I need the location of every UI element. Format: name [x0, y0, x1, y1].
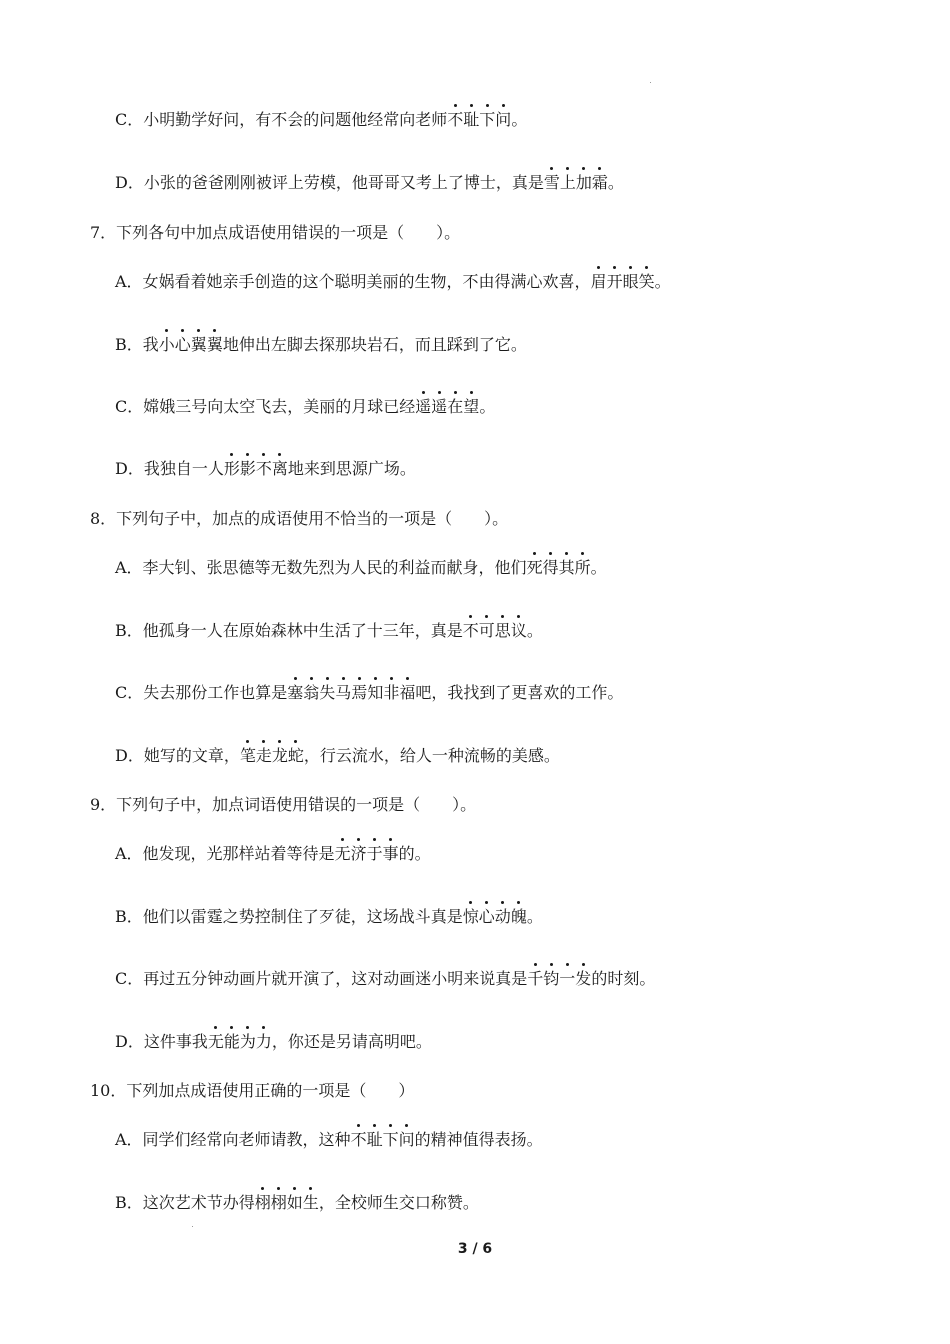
question-6-option-c: C．小明勤学好问，有不会的问题他经常向老师不 耻 下 问 。: [115, 109, 527, 131]
emphasized-char: 可: [479, 621, 495, 640]
emphasized-char: 动: [495, 907, 511, 926]
emphasized-char: 栩: [255, 1193, 271, 1212]
emphasized-char: 思: [495, 621, 511, 640]
emphasis-dot: [246, 1026, 249, 1029]
emphasized-char: 形: [224, 459, 240, 478]
emphasized-char: 一: [559, 969, 575, 988]
emphasis-dot: [358, 677, 361, 680]
emphasized-char: 知: [367, 683, 383, 702]
emphasis-dot: [566, 963, 569, 966]
question-10-option-a: A．同学们经常向老师请教，这种不 耻 下 问 的精神值得表扬。: [115, 1129, 543, 1151]
emphasized-char: 上: [560, 173, 576, 192]
emphasized-char: 眼: [623, 272, 639, 291]
emphasis-dot: [454, 104, 457, 107]
question-10-option-b: B．这次艺术节办得栩 栩 如 生 ，全校师生交口称赞。: [115, 1192, 479, 1214]
emphasis-dot: [470, 391, 473, 394]
emphasized-char: 翼: [207, 335, 223, 354]
emphasized-char: 遥: [431, 397, 447, 416]
question-9-option-b: B．他们以雷霆之势控制住了歹徒，这场战斗真是惊 心 动 魄 。: [115, 906, 543, 928]
emphasized-char: 翁: [303, 683, 319, 702]
emphasis-dot: [501, 901, 504, 904]
emphasized-char: 力: [256, 1032, 272, 1051]
emphasis-dot: [197, 329, 200, 332]
emphasized-char: 焉: [351, 683, 367, 702]
emphasized-char: 如: [287, 1193, 303, 1212]
emphasized-char: 议: [511, 621, 527, 640]
question-6-option-d: D．小张的爸爸刚刚被评上劳模，他哥哥又考上了博士，真是雪 上 加 霜 。: [115, 172, 624, 194]
emphasized-char: 离: [272, 459, 288, 478]
question-9-stem: 9．下列句子中，加点词语使用错误的一项是（ ）。: [90, 795, 477, 814]
emphasized-char: 走: [256, 746, 272, 765]
emphasis-dot: [278, 453, 281, 456]
emphasis-dot: [613, 266, 616, 269]
emphasis-dot: [357, 1124, 360, 1127]
emphasized-char: 下: [383, 1130, 399, 1149]
emphasized-char: 为: [240, 1032, 256, 1051]
question-7-option-b: B．我小 心 翼 翼 地伸出左脚去探那块岩石，而且踩到了它。: [115, 334, 527, 356]
emphasized-char: 笔: [240, 746, 256, 765]
emphasis-dot: [422, 391, 425, 394]
emphasized-char: 于: [367, 844, 383, 863]
emphasized-char: 心: [479, 907, 495, 926]
emphasized-char: 其: [559, 558, 575, 577]
emphasis-dot: [534, 963, 537, 966]
emphasis-dot: [246, 453, 249, 456]
emphasized-char: 钧: [543, 969, 559, 988]
emphasized-char: 能: [224, 1032, 240, 1051]
emphasized-char: 耻: [367, 1130, 383, 1149]
emphasis-dot: [246, 740, 249, 743]
emphasized-char: 霜: [592, 173, 608, 192]
emphasis-dot: [213, 329, 216, 332]
emphasis-dot: [374, 677, 377, 680]
emphasis-dot: [517, 615, 520, 618]
emphasized-char: 小: [159, 335, 175, 354]
question-7-option-a: A．女娲看着她亲手创造的这个聪明美丽的生物，不由得满心欢喜，眉 开 眼 笑 。: [115, 271, 671, 293]
emphasis-dot: [629, 266, 632, 269]
emphasis-dot: [261, 1187, 264, 1190]
emphasis-dot: [582, 963, 585, 966]
emphasized-char: 望: [463, 397, 479, 416]
emphasis-dot: [262, 453, 265, 456]
emphasized-char: 不: [463, 621, 479, 640]
emphasis-dot: [549, 552, 552, 555]
emphasized-char: 下: [479, 110, 495, 129]
scan-speck: [192, 1226, 193, 1227]
emphasized-char: 影: [240, 459, 256, 478]
emphasis-dot: [230, 453, 233, 456]
emphasis-dot: [406, 677, 409, 680]
emphasis-dot: [389, 1124, 392, 1127]
emphasized-char: 不: [351, 1130, 367, 1149]
question-7-stem: 7．下列各句中加点成语使用错误的一项是（ ）。: [90, 223, 461, 242]
emphasized-char: 翼: [191, 335, 207, 354]
emphasis-dot: [533, 552, 536, 555]
emphasis-dot: [294, 740, 297, 743]
emphasis-dot: [294, 677, 297, 680]
emphasis-dot: [262, 1026, 265, 1029]
emphasized-char: 不: [256, 459, 272, 478]
emphasis-dot: [469, 615, 472, 618]
emphasis-dot: [341, 838, 344, 841]
emphasized-char: 失: [319, 683, 335, 702]
emphasis-dot: [309, 1187, 312, 1190]
emphasized-char: 心: [175, 335, 191, 354]
emphasis-dot: [277, 1187, 280, 1190]
emphasized-char: 马: [335, 683, 351, 702]
emphasis-dot: [485, 901, 488, 904]
emphasized-char: 塞: [287, 683, 303, 702]
emphasis-dot: [582, 167, 585, 170]
emphasized-char: 在: [447, 397, 463, 416]
question-8-option-b: B．他孤身一人在原始森林中生活了十三年，真是不 可 思 议 。: [115, 620, 543, 642]
emphasized-char: 问: [495, 110, 511, 129]
page-number: 3 / 6: [457, 1241, 493, 1257]
emphasis-dot: [597, 266, 600, 269]
emphasized-char: 栩: [271, 1193, 287, 1212]
question-9-option-a: A．他发现，光那样站着等待是无 济 于 事 的。: [115, 843, 431, 865]
emphasized-char: 千: [527, 969, 543, 988]
emphasized-char: 龙: [272, 746, 288, 765]
question-8-option-c: C．失去那份工作也算是塞 翁 失 马 焉 知 非 福 吧，我找到了更喜欢的工作。: [115, 682, 623, 704]
emphasized-char: 无: [335, 844, 351, 863]
emphasis-dot: [517, 901, 520, 904]
emphasized-char: 眉: [591, 272, 607, 291]
emphasized-char: 加: [576, 173, 592, 192]
emphasized-char: 得: [543, 558, 559, 577]
emphasized-char: 惊: [463, 907, 479, 926]
emphasis-dot: [342, 677, 345, 680]
emphasis-dot: [598, 167, 601, 170]
emphasis-dot: [566, 167, 569, 170]
emphasis-dot: [326, 677, 329, 680]
emphasis-dot: [501, 615, 504, 618]
emphasized-char: 开: [607, 272, 623, 291]
emphasized-char: 不: [447, 110, 463, 129]
emphasis-dot: [165, 329, 168, 332]
emphasis-dot: [293, 1187, 296, 1190]
emphasized-char: 无: [208, 1032, 224, 1051]
question-8-stem: 8．下列句子中，加点的成语使用不恰当的一项是（ ）。: [90, 509, 509, 528]
emphasis-dot: [230, 1026, 233, 1029]
emphasized-char: 蛇: [288, 746, 304, 765]
emphasized-char: 雪: [544, 173, 560, 192]
emphasis-dot: [389, 838, 392, 841]
emphasized-char: 发: [575, 969, 591, 988]
emphasis-dot: [550, 963, 553, 966]
emphasis-dot: [405, 1124, 408, 1127]
question-9-option-c: C．再过五分钟动画片就开演了，这对动画迷小明来说真是千 钧 一 发 的时刻。: [115, 968, 655, 990]
emphasized-char: 耻: [463, 110, 479, 129]
question-8-option-d: D．她写的文章，笔 走 龙 蛇 ，行云流水，给人一种流畅的美感。: [115, 745, 560, 767]
question-7-option-c: C．嫦娥三号向太空飞去，美丽的月球已经遥 遥 在 望 。: [115, 396, 495, 418]
emphasis-dot: [373, 838, 376, 841]
emphasis-dot: [502, 104, 505, 107]
emphasized-char: 所: [575, 558, 591, 577]
emphasis-dot: [581, 552, 584, 555]
question-10-stem: 10．下列加点成语使用正确的一项是（ ）: [90, 1081, 415, 1100]
emphasis-dot: [454, 391, 457, 394]
emphasized-char: 问: [399, 1130, 415, 1149]
emphasized-char: 魄: [511, 907, 527, 926]
emphasized-char: 事: [383, 844, 399, 863]
emphasis-dot: [390, 677, 393, 680]
emphasis-dot: [357, 838, 360, 841]
question-8-option-a: A．李大钊、张思德等无数先烈为人民的利益而献身，他们死 得 其 所 。: [115, 557, 607, 579]
emphasis-dot: [470, 104, 473, 107]
emphasis-dot: [310, 677, 313, 680]
emphasis-dot: [485, 615, 488, 618]
emphasis-dot: [214, 1026, 217, 1029]
emphasis-dot: [565, 552, 568, 555]
emphasis-dot: [181, 329, 184, 332]
question-9-option-d: D．这件事我无 能 为 力 ，你还是另请高明吧。: [115, 1031, 432, 1053]
emphasized-char: 非: [383, 683, 399, 702]
question-7-option-d: D．我独自一人形 影 不 离 地来到思源广场。: [115, 458, 416, 480]
emphasis-dot: [278, 740, 281, 743]
emphasis-dot: [550, 167, 553, 170]
emphasized-char: 死: [527, 558, 543, 577]
emphasis-dot: [645, 266, 648, 269]
emphasis-dot: [262, 740, 265, 743]
emphasized-char: 生: [303, 1193, 319, 1212]
emphasized-char: 福: [399, 683, 415, 702]
emphasis-dot: [469, 901, 472, 904]
emphasis-dot: [486, 104, 489, 107]
emphasized-char: 济: [351, 844, 367, 863]
emphasized-char: 笑: [639, 272, 655, 291]
emphasis-dot: [373, 1124, 376, 1127]
emphasized-char: 遥: [415, 397, 431, 416]
emphasis-dot: [438, 391, 441, 394]
scan-speck: [650, 82, 651, 83]
